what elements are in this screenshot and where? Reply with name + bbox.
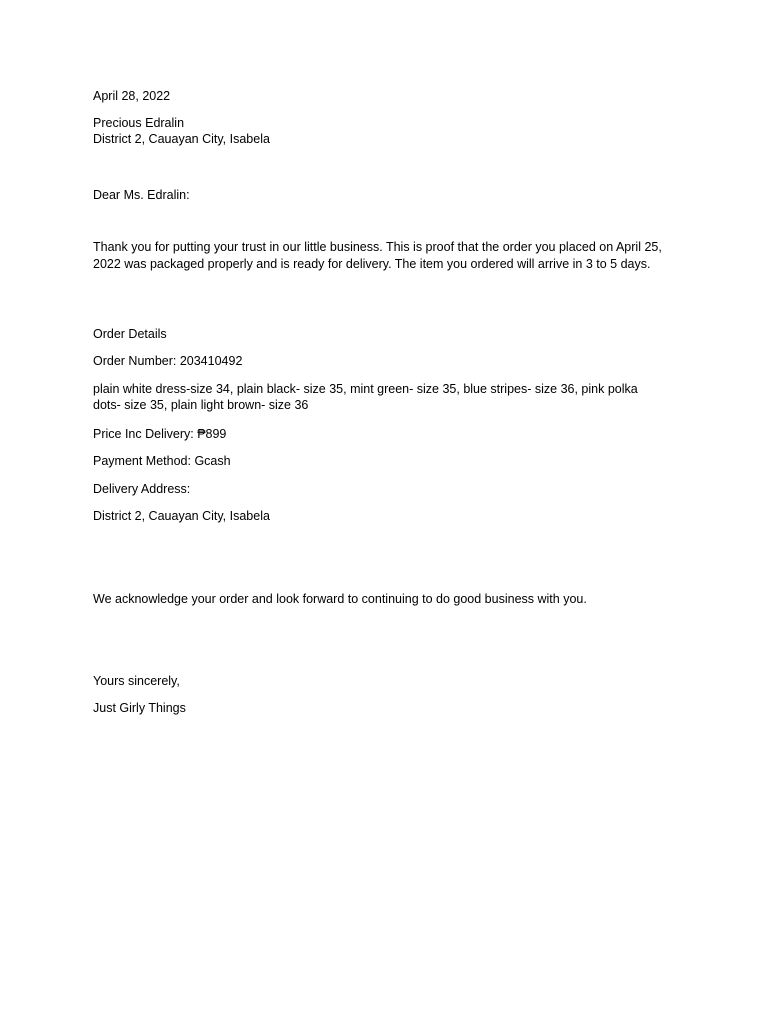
order-details-heading: Order Details [93, 327, 167, 341]
delivery-address-label: Delivery Address: [93, 482, 191, 496]
recipient-name: Precious Edralin [93, 116, 185, 130]
closing-phrase: Yours sincerely, [93, 674, 180, 688]
signature: Just Girly Things [93, 701, 186, 715]
order-price: Price Inc Delivery: ₱899 [93, 427, 227, 441]
salutation: Dear Ms. Edralin: [93, 188, 190, 202]
payment-method: Payment Method: Gcash [93, 454, 231, 468]
closing-paragraph: We acknowledge your order and look forward to continuing to do good business with you. [93, 592, 587, 606]
recipient-address: District 2, Cauayan City, Isabela [93, 132, 270, 146]
order-items-line-1: plain white dress-size 34, plain black- size 35, mint green- size 35, blue stripes- size 36, pink polka [93, 382, 638, 396]
letter-date: April 28, 2022 [93, 89, 171, 103]
order-items-line-2: dots- size 35, plain light brown- size 36 [93, 398, 309, 412]
order-number: Order Number: 203410492 [93, 354, 243, 368]
delivery-address: District 2, Cauayan City, Isabela [93, 509, 270, 523]
body-paragraph: Thank you for putting your trust in our little business. This is proof that the order you placed on April 25, 2022 was packaged properly and is ready for delivery. The item you ordered will arrive in 3 to 5 days. [93, 240, 662, 271]
